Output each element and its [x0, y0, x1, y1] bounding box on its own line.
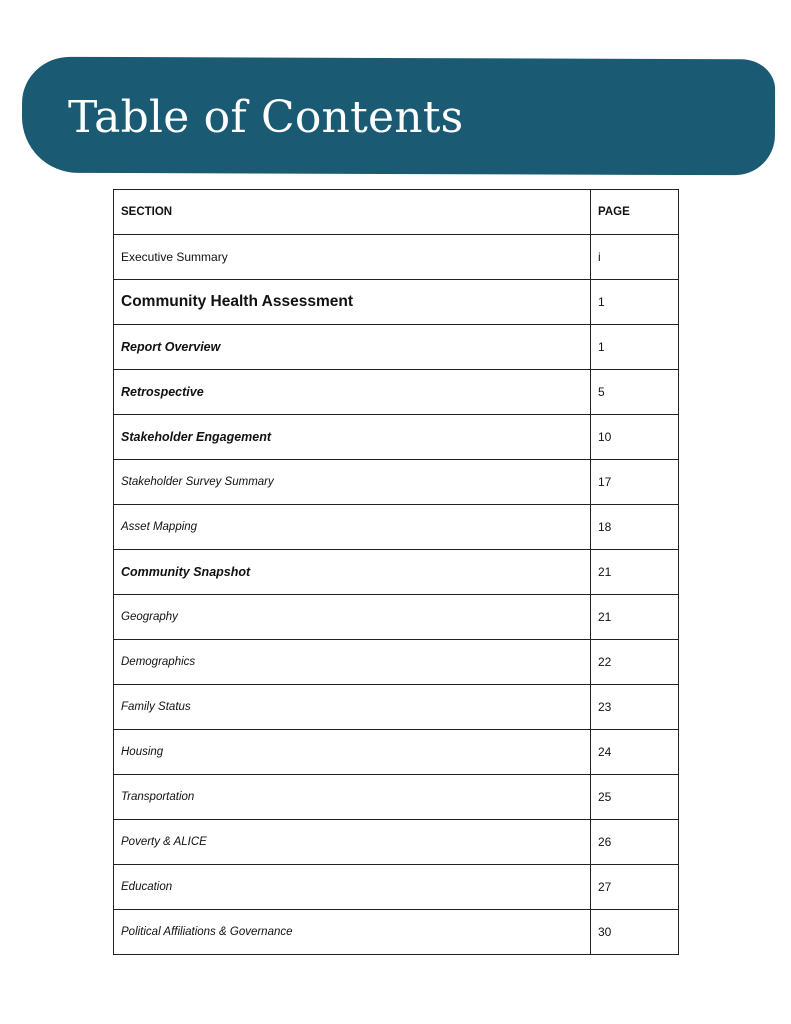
toc-page-number: 24: [591, 730, 679, 775]
toc-page-number: 25: [591, 775, 679, 820]
toc-page-number: 26: [591, 820, 679, 865]
toc-page-number: 30: [591, 910, 679, 955]
toc-page-number: 21: [591, 595, 679, 640]
toc-row: [114, 640, 679, 685]
toc-page-number: 10: [591, 415, 679, 460]
toc-row: [114, 235, 679, 280]
toc-section-title[interactable]: Executive Summary: [114, 235, 591, 280]
toc-page-number: 23: [591, 685, 679, 730]
toc-row: [114, 865, 679, 910]
toc-body: [114, 235, 679, 955]
toc-page-number: 5: [591, 370, 679, 415]
toc-row: [114, 325, 679, 370]
toc-section-title[interactable]: Stakeholder Engagement: [114, 415, 591, 460]
toc-section-title[interactable]: Community Health Assessment: [114, 280, 591, 325]
page-column-header: PAGE: [591, 190, 679, 235]
toc-page-number: i: [591, 235, 679, 280]
toc-section-title[interactable]: Stakeholder Survey Summary: [114, 460, 591, 505]
toc-page-number: 17: [591, 460, 679, 505]
toc-row: [114, 685, 679, 730]
toc-row: [114, 595, 679, 640]
toc-row: [114, 775, 679, 820]
toc-table: [113, 189, 679, 955]
toc-header-row: [114, 190, 679, 235]
toc-row: [114, 820, 679, 865]
toc-row: [114, 910, 679, 955]
toc-page-number: 27: [591, 865, 679, 910]
toc-page-number: 21: [591, 550, 679, 595]
toc-row: [114, 460, 679, 505]
toc-page-number: 1: [591, 280, 679, 325]
toc-section-title[interactable]: Poverty & ALICE: [114, 820, 591, 865]
toc-row: [114, 370, 679, 415]
toc-page-number: 22: [591, 640, 679, 685]
toc-section-title[interactable]: Community Snapshot: [114, 550, 591, 595]
toc-page-number: 18: [591, 505, 679, 550]
toc-section-title[interactable]: Report Overview: [114, 325, 591, 370]
toc-page-number: 1: [591, 325, 679, 370]
toc-row: [114, 505, 679, 550]
toc-row: [114, 550, 679, 595]
toc-section-title[interactable]: Retrospective: [114, 370, 591, 415]
toc-section-title[interactable]: Geography: [114, 595, 591, 640]
toc-section-title[interactable]: Demographics: [114, 640, 591, 685]
toc-section-title[interactable]: Asset Mapping: [114, 505, 591, 550]
toc-row: [114, 280, 679, 325]
page-title: Table of Contents: [68, 92, 464, 143]
toc-row: [114, 415, 679, 460]
toc-section-title[interactable]: Transportation: [114, 775, 591, 820]
toc-section-title[interactable]: Political Affiliations & Governance: [114, 910, 591, 955]
section-column-header: SECTION: [114, 190, 591, 235]
toc-section-title[interactable]: Education: [114, 865, 591, 910]
toc-section-title[interactable]: Housing: [114, 730, 591, 775]
toc-section-title[interactable]: Family Status: [114, 685, 591, 730]
toc-row: [114, 730, 679, 775]
